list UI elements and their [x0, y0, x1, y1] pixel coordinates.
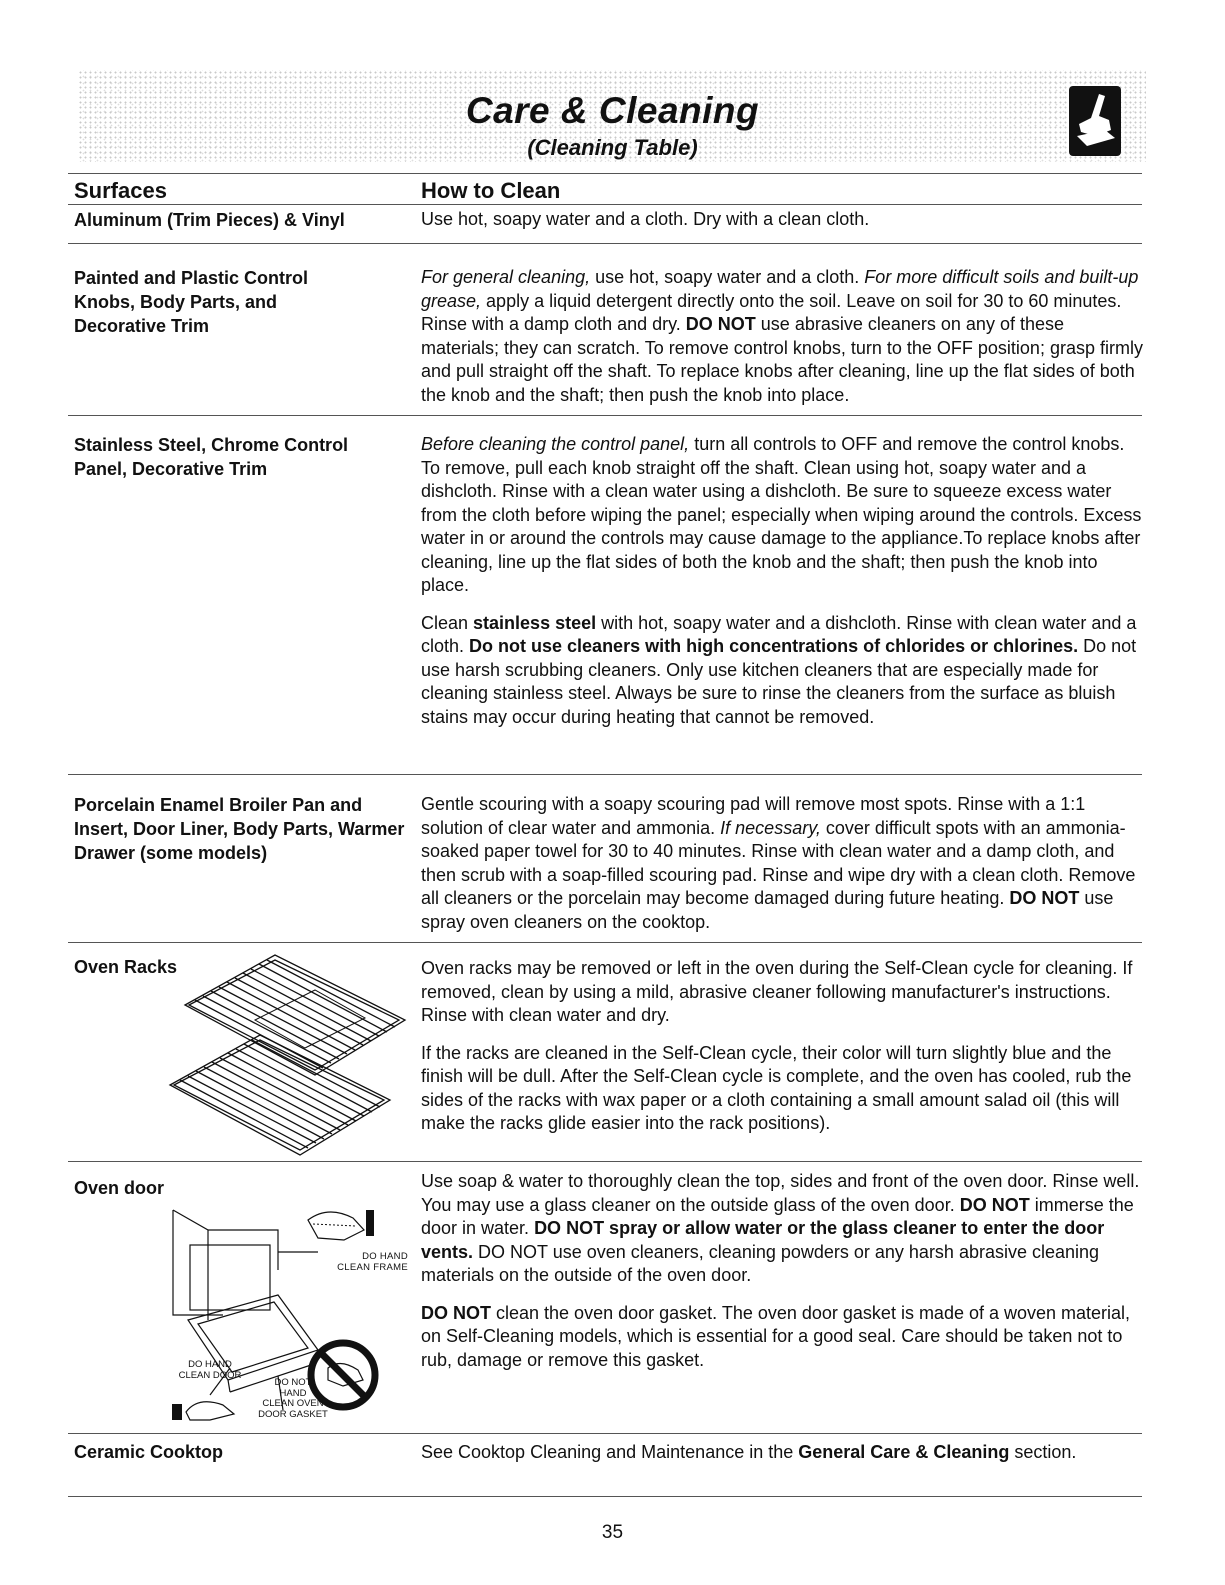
column-heading-surfaces: Surfaces — [74, 178, 167, 203]
paragraph: Clean stainless steel with hot, soapy water and a dishcloth. Rinse with clean water and a cloth. Do not use cleaners with high concentrations of chlorides or chlorines. Do not use harsh scrubbing cleaners. Only use kitchen cleaners that are especially made for cleaning stainless steel. Always be sure to rinse the cleaners from the surface as bluish stains may occur during heating that cannot be removed. — [421, 612, 1137, 727]
surface-stainless-steel: Stainless Steel, Chrome Control Panel, Decorative Trim — [74, 435, 349, 479]
surface-oven-racks: Oven Racks — [74, 957, 178, 977]
paragraph: Oven racks may be removed or left in the oven during the Self-Clean cycle for cleaning. If removed, clean by using a mild, abrasive cleaner following manufacturer's instructions. Rinse with clean water and dry. — [421, 958, 1133, 1025]
page-title: Care & Cleaning — [465, 90, 760, 131]
divider — [68, 204, 1142, 205]
label-do-hand-clean-door: DO HAND CLEAN DOOR — [178, 1359, 242, 1381]
surface-painted-plastic: Painted and Plastic Control Knobs, Body Parts, and Decorative Trim — [74, 268, 309, 336]
page-subtitle: (Cleaning Table) — [527, 135, 698, 160]
paragraph: See Cooktop Cleaning and Maintenance in the General Care & Cleaning section. — [421, 1442, 1077, 1462]
paragraph: Gentle scouring with a soapy scouring pad will remove most spots. Rinse with a 1:1 solution of clear water and ammonia. If necessary, cover difficult spots with an ammonia-soaked paper towel for 30 to 40 minutes. Rinse with clean water and a damp cloth, and then scrub with a soap-filled scouring pad. Rinse and wipe dry with a clean cloth. Remove all cleaners or the porcelain may become damaged during future heating. DO NOT use spray oven cleaners on the cooktop. — [421, 794, 1136, 932]
how-to-clean-stainless-steel — [421, 433, 1143, 729]
oven-racks-illustration — [165, 950, 415, 1165]
how-to-clean-aluminum — [421, 208, 1143, 232]
surface-porcelain-enamel: Porcelain Enamel Broiler Pan and Insert, Door Liner, Body Parts, Warmer Drawer (some models) — [74, 795, 405, 863]
paragraph: Use soap & water to thoroughly clean the top, sides and front of the oven door. Rinse well. You may use a glass cleaner on the outside glass of the oven door. DO NOT immerse the door in water. DO NOT spray or allow water or the glass cleaner to enter the door vents. DO NOT use oven cleaners, cleaning powders or any harsh abrasive cleaning materials on the outside of the oven door. — [421, 1171, 1140, 1285]
divider — [68, 173, 1142, 174]
how-to-clean-oven-door — [421, 1170, 1143, 1372]
divider — [68, 1433, 1142, 1434]
column-heading-how-to-clean: How to Clean — [421, 178, 561, 203]
surface-oven-door: Oven door — [74, 1178, 165, 1198]
surface-ceramic-cooktop: Ceramic Cooktop — [74, 1442, 224, 1462]
how-to-clean-porcelain-enamel — [421, 793, 1143, 934]
paragraph: Use hot, soapy water and a cloth. Dry with a clean cloth. — [421, 209, 870, 229]
paragraph: For general cleaning, use hot, soapy water and a cloth. For more difficult soils and built-up grease, apply a liquid detergent directly onto the soil. Leave on soil for 30 to 60 minutes. Rinse with a damp cloth and dry. DO NOT use abrasive cleaners on any of these materials; they can scratch. To remove control knobs, turn to the OFF position; grasp firmly and pull straight off the shaft. To replace knobs after cleaning, line up the flat sides of both the knob and the shaft; then push the knob into place. — [421, 267, 1143, 405]
divider — [68, 1496, 1142, 1497]
surface-aluminum: Aluminum (Trim Pieces) & Vinyl — [74, 210, 345, 230]
divider — [68, 415, 1142, 416]
divider — [68, 774, 1142, 775]
how-to-clean-ceramic-cooktop — [421, 1441, 1143, 1465]
how-to-clean-oven-racks — [421, 957, 1143, 1136]
how-to-clean-painted-plastic — [421, 266, 1143, 407]
hand-cleaning-icon — [1069, 86, 1121, 156]
paragraph: If the racks are cleaned in the Self-Clean cycle, their color will turn slightly blue and the finish will be dull. After the Self-Clean cycle is complete, and the oven has cooled, rub the sides of the racks with wax paper or a cloth containing a small amount salad oil (this will make the racks glide easier into the rack positions). — [421, 1042, 1132, 1133]
label-do-not-hand-clean-gasket: DO NOT HAND CLEAN OVEN DOOR GASKET — [258, 1377, 328, 1420]
paragraph: Before cleaning the control panel, turn all controls to OFF and remove the control knobs. To remove, pull each knob straight off the shaft. Clean using hot, soapy water and a dishcloth. Rinse with a clean water using a dishcloth. Be sure to squeeze excess water from the cloth before wiping the panel; especially when wiping around the controls. Excess water in or around the controls may cause damage to the appliance.To replace knobs after cleaning, line up the flat sides of both the knob and the shaft; then push the knob into place. — [421, 434, 1142, 595]
divider — [68, 1161, 1142, 1162]
page-number: 35 — [601, 1522, 624, 1543]
divider — [68, 243, 1142, 244]
paragraph: DO NOT clean the oven door gasket. The oven door gasket is made of a woven material, on Self-Cleaning models, which is essential for a good seal. Care should be taken not to rub, damage or remove this gasket. — [421, 1302, 1131, 1370]
divider — [68, 942, 1142, 943]
label-do-hand-clean-frame: DO HAND CLEAN FRAME — [337, 1251, 408, 1273]
hand-icon — [308, 1210, 374, 1240]
